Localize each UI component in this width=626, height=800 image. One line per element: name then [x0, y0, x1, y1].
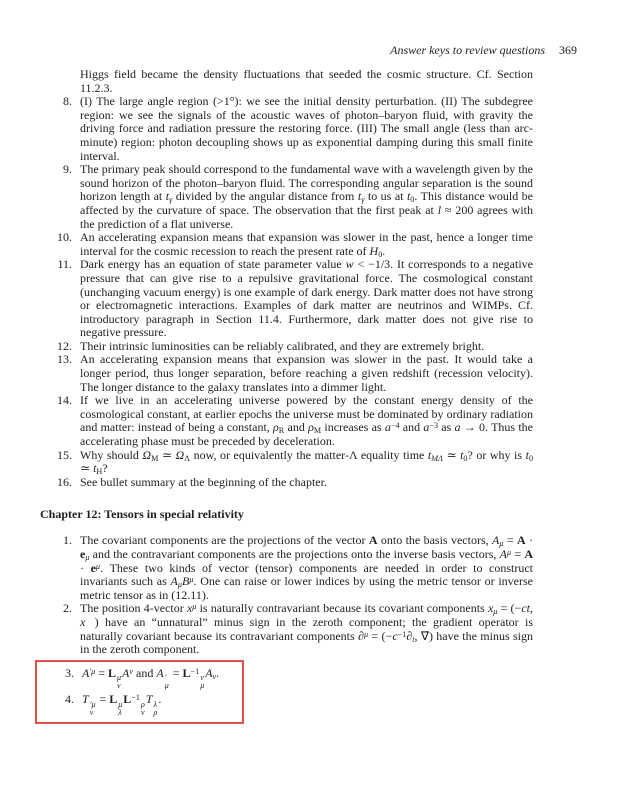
text-run: A [205, 665, 213, 680]
text-run: μ [493, 607, 498, 617]
answer-item [48, 163, 533, 231]
text-run: 0 [378, 249, 383, 259]
answer-item [50, 691, 230, 717]
page-header [390, 44, 577, 58]
item-text [80, 353, 533, 394]
text-run: l [437, 202, 442, 217]
text-run: M [313, 426, 322, 436]
item-number: 8. [63, 94, 72, 109]
text-run: H [96, 467, 103, 476]
text-run: and [133, 665, 157, 680]
text-run: A [368, 533, 378, 548]
text-run: a [384, 420, 391, 435]
text-run: to us at [364, 189, 407, 204]
text-run: ? [102, 461, 108, 476]
item-number: 16. [57, 474, 72, 489]
text-run: ct [521, 601, 530, 616]
text-run: −4 [390, 421, 400, 431]
item-text [80, 449, 533, 476]
stack-sub: ρ [153, 707, 158, 717]
text-run: . [216, 665, 220, 680]
text-run: T [82, 692, 89, 707]
math-index-stack [118, 701, 122, 717]
text-run: · [525, 533, 533, 548]
text-run: If we live in an accelerating universe powered by the constant energy density of the cosmological constant, at earlier epochs the universe must be dominated by ordinary radiation and matter: instead of being a constant, [80, 393, 533, 435]
stack-sup: ′ [164, 673, 167, 683]
text-run: t [357, 189, 362, 204]
text-run: divided by the angular distance from [172, 189, 358, 204]
stack-sub: μ [200, 681, 205, 691]
text-run: L [109, 692, 118, 707]
text-run: ρ [308, 420, 314, 435]
item-text [80, 534, 533, 602]
answer-item [48, 340, 533, 354]
math-index-stack [117, 674, 121, 690]
text-run: −1 [397, 629, 407, 639]
text-run: x [487, 601, 494, 616]
text-run: now, or equivalently the matter-Λ equality time [190, 447, 428, 462]
text-run: −1 [190, 666, 200, 676]
text-run: . These two kinds of vector (tensor) components are needed in order to construct invariants such as [80, 560, 534, 589]
text-run: 0 [528, 453, 534, 463]
text-run: −3 [429, 421, 439, 431]
text-run: = [95, 665, 109, 680]
item-number: 11. [57, 257, 72, 272]
answer-item [48, 231, 533, 258]
text-run: Why should [80, 447, 143, 462]
continuation-paragraph [80, 68, 533, 95]
math-index-stack [90, 701, 96, 717]
answer-item [48, 353, 533, 394]
text-run: Higgs field became the density fluctuations that seeded the cosmic structure. Cf. Section 11.2.3. [80, 67, 533, 95]
text-run: A [499, 547, 507, 561]
text-run: B [182, 574, 190, 589]
item-number: 4. [65, 692, 74, 707]
text-run: Their intrinsic luminosities can be reliably calibrated, and they are extremely bright. [80, 338, 485, 353]
item-text [80, 95, 533, 163]
text-run: Ω [142, 447, 152, 462]
item-number: 9. [63, 162, 72, 177]
text-run: 0 [463, 453, 468, 463]
text-run: L [123, 692, 132, 707]
text-run: R [278, 426, 285, 436]
item-text [80, 163, 533, 231]
text-run: t [406, 189, 411, 204]
answer-item [48, 258, 533, 340]
text-run: t [525, 447, 529, 462]
item-number: 3. [65, 665, 74, 680]
text-run: The position 4-vector [80, 601, 187, 616]
text-run: T [145, 692, 153, 707]
text-run: A [122, 665, 130, 680]
item-number: 14. [57, 393, 72, 408]
stack-sup: μ [117, 673, 122, 683]
chapter12-heading: Chapter 12: Tensors in special relativity [40, 507, 244, 522]
text-run: L [108, 665, 117, 680]
text-run: ∂ [406, 628, 413, 643]
item-text [80, 476, 533, 490]
text-run: ≈ 200 agrees with the prediction of a flat universe. [80, 202, 533, 231]
stack-sub: ν [89, 707, 94, 717]
text-run: t [165, 189, 170, 204]
answer-item [48, 602, 533, 656]
item-text [82, 691, 230, 717]
text-run: A [82, 665, 90, 680]
text-run: = [511, 547, 525, 561]
text-run: μ [95, 561, 101, 571]
text-run: is naturally contravariant because its covariant components [196, 601, 488, 616]
item-number: 1. [63, 533, 72, 548]
running-head: Answer keys to review questions [390, 43, 545, 57]
text-run: and the contravariant components are the projections onto the inverse basis vectors, [89, 547, 500, 561]
text-run: , [414, 628, 421, 643]
text-run: , [530, 601, 533, 616]
text-run: MΛ [431, 453, 443, 463]
text-run: < −1/3. It corresponds to a negative pressure that can give rise to a repulsive gravitational force. The cosmological constant (unchanging vacuum energy) is one example of dark energy. Dark matter does not have strong or electromagnetic interactions. Examples of dark matter are neutrinos and WIMPs. Cf. introductory paragraph in Section 11.4. Furthermore, dark matter does not give rise to negative pressure. [80, 257, 533, 340]
answer-item [48, 394, 533, 448]
text-run: ≃ [158, 447, 176, 462]
math-index-stack [141, 701, 145, 717]
text-run: μ [177, 579, 182, 589]
text-run: = (− [368, 628, 393, 643]
text-run: . This distance would be affected by the curvature of space. The observation that the first peak at [80, 189, 534, 217]
item-number: 2. [63, 601, 72, 616]
text-run: ∂ [358, 628, 364, 643]
text-run: M [151, 453, 159, 463]
text-run: Λ [184, 453, 191, 463]
text-run: = [169, 665, 183, 680]
text-run: = [96, 692, 110, 707]
text-run: (I) The large angle region (>1°): we see the initial density perturbation. (II) The subdegree region: we see the signals of the acoustic waves of photon–baryon fluid, with gravity the driving force and radiation pressure the restoring force. (III) The small angle (less than arc-minute) region: photon decoupling shows up as exponential damping during this small finite interval. [80, 94, 533, 163]
text-run: μ [189, 574, 194, 584]
answer-item [48, 449, 533, 476]
text-run: ? or why is [467, 447, 526, 462]
text-run: L [182, 665, 191, 680]
text-run: H [369, 243, 379, 258]
text-run: a [454, 420, 461, 435]
text-run: a [423, 420, 430, 435]
text-run: Dark energy has an equation of state parameter value [80, 257, 346, 272]
stack-sub: ν [117, 681, 121, 691]
text-run: x⃗ [80, 614, 95, 629]
text-run: An accelerating expansion means that expansion was slower in the past. It would take a longer period, thus longer separation, before reaching a given redshift (recession velocity). The longer distance to the galaxy translates into a dimmer light. [80, 352, 533, 394]
text-run: and [399, 420, 424, 435]
answer-item [50, 665, 230, 691]
text-run: A [524, 547, 533, 561]
text-run: . One can raise or lower indices by using the metric tensor or inverse metric tensor as in (12.11). [80, 574, 533, 602]
page-number: 369 [559, 43, 577, 57]
text-run: −1 [131, 693, 140, 703]
answer-item [48, 95, 533, 163]
text-run: ν [129, 666, 134, 676]
text-run: = (− [497, 601, 522, 616]
text-run: The primary peak should correspond to the fundamental wave with a wavelength given by the sound horizon of the photon–baryon fluid. The corresponding angular separation is the sound horizon length at [80, 162, 533, 204]
text-run: e [90, 560, 96, 575]
text-run: Ω [175, 447, 185, 462]
text-run: An accelerating expansion means that expansion was slower in the past, hence a longer time interval for the cosmic recession to reach the present rate of [80, 230, 533, 258]
text-run: ρ [273, 420, 279, 435]
text-run: γ [361, 195, 365, 205]
text-run: μ [192, 602, 197, 612]
text-run: A [516, 533, 526, 548]
text-run: . [158, 692, 162, 707]
text-run: A [156, 665, 164, 680]
answer-item [48, 476, 533, 490]
text-run: μ [363, 629, 369, 639]
text-run: t [460, 447, 464, 462]
text-run: = [503, 533, 517, 548]
text-run: e [80, 547, 86, 561]
item-text [80, 231, 533, 258]
item-number: 15. [57, 447, 72, 462]
math-index-stack [165, 674, 169, 690]
item-text [80, 258, 533, 340]
text-run: See bullet summary at the beginning of the chapter. [80, 474, 327, 489]
text-run: t [427, 447, 432, 462]
math-index-stack [154, 701, 158, 717]
stack-sup: μ [118, 699, 123, 709]
text-run: ν [212, 671, 217, 681]
text-run: → 0. Thus the accelerating phase must be preceded by deceleration. [80, 420, 533, 449]
text-run: μ [85, 552, 90, 562]
text-run: . [382, 243, 386, 258]
text-run: μ [499, 539, 504, 549]
stack-sup: ′μ [89, 699, 96, 709]
stack-sub: μ [164, 681, 169, 691]
item-text [82, 665, 230, 691]
text-run: x [186, 601, 193, 616]
text-run: · [80, 560, 91, 575]
text-run: ) have the minus sign in the zeroth component. [80, 628, 534, 657]
text-run: increases as [321, 420, 385, 435]
stack-sup: ν [200, 673, 204, 683]
text-run: ) have an “unnatural” minus sign in the zeroth component; the gradient operator is naturally covariant because its contravariant components [80, 614, 533, 643]
item-number: 13. [57, 352, 72, 367]
text-run: c [392, 628, 398, 643]
text-run: The covariant components are the projections of the vector [80, 533, 369, 548]
math-index-stack [200, 674, 204, 690]
text-run: γ [169, 195, 173, 205]
item-text [80, 394, 533, 448]
text-run: t [412, 634, 415, 644]
stack-sup: ρ [140, 699, 145, 709]
stack-sub: ν [140, 707, 145, 717]
text-run: A [170, 574, 178, 589]
item-text [80, 602, 533, 656]
text-run: ∇⃗ [420, 628, 429, 643]
text-run: ≃ [442, 447, 461, 462]
stack-sup: λ [153, 699, 157, 709]
answers-content [40, 67, 534, 724]
item-number: 12. [57, 338, 72, 353]
text-run: ≃ [80, 461, 94, 476]
text-run: as [438, 420, 455, 435]
text-run: w [345, 257, 354, 272]
answer-item [48, 534, 533, 602]
text-run: ′μ [89, 666, 96, 676]
text-run: onto the basis vectors, [377, 533, 492, 548]
text-run: t [93, 461, 97, 476]
text-run: A [492, 533, 500, 548]
stack-sub: λ [118, 707, 122, 717]
highlight-box [35, 660, 244, 724]
chapter12-answer-list [48, 534, 533, 724]
item-text [80, 340, 533, 354]
text-run: 0 [410, 195, 415, 205]
chapter11-answer-list [48, 95, 533, 489]
text-run: μ [506, 547, 512, 557]
item-number: 10. [57, 230, 72, 245]
text-run: and [284, 420, 309, 435]
